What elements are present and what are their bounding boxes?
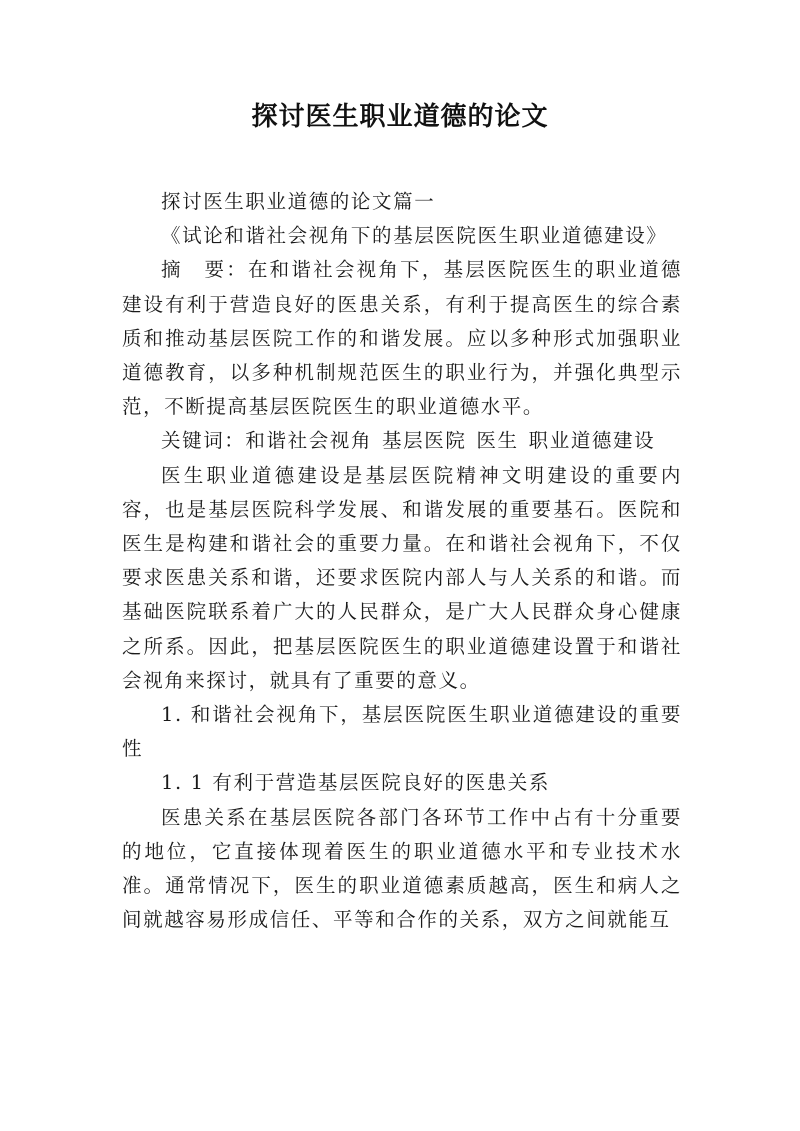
- document-title: 探讨医生职业道德的论文: [251, 102, 549, 132]
- paper-title: 《试论和谐社会视角下的基层医院医生职业道德建设》: [161, 224, 668, 248]
- section-1-1-paragraph: 医患关系在基层医院各部门各环节工作中占有十分重要的地位，它直接体现着医生的职业道德水平和专业技术水准。通常情况下，医生的职业道德素质越高，医生和病人之间就越容易形成信任、平等和合作的关系，双方之间就能互: [122, 805, 682, 932]
- keyword: 职业道德建设: [528, 429, 656, 453]
- document-body: [122, 185, 682, 937]
- keywords-label: 关键词：: [161, 429, 246, 453]
- keywords-line: [122, 424, 682, 458]
- abstract-paragraph: 摘 要：在和谐社会视角下，基层医院医生的职业道德建设有利于营造良好的医患关系，有利于提高医生的综合素质和推动基层医院工作的和谐发展。应以多种形式加强职业道德教育，以多种机制规范医生的职业行为，并强化典型示范，不断提高基层医院医生的职业道德水平。: [122, 258, 682, 419]
- intro-paragraph: 医生职业道德建设是基层医院精神文明建设的重要内容，也是基层医院科学发展、和谐发展的重要基石。医院和医生是构建和谐社会的重要力量。在和谐社会视角下，不仅要求医患关系和谐，还要求医院内部人与人关系的和谐。而基础医院联系着广大的人民群众，是广大人民群众身心健康之所系。因此，把基层医院医生的职业道德建设置于和谐社会视角来探讨，就具有了重要的意义。: [122, 463, 682, 692]
- section-1-heading: 1. 和谐社会视角下，基层医院医生职业道德建设的重要性: [122, 703, 682, 761]
- keyword: 基层医院: [382, 429, 467, 453]
- subtitle: 探讨医生职业道德的论文篇一: [161, 190, 436, 213]
- keyword: 和谐社会视角: [245, 429, 373, 453]
- keyword: 医生: [476, 429, 519, 453]
- section-1-1-heading: 1. 1 有利于营造基层医院良好的医患关系: [161, 771, 551, 795]
